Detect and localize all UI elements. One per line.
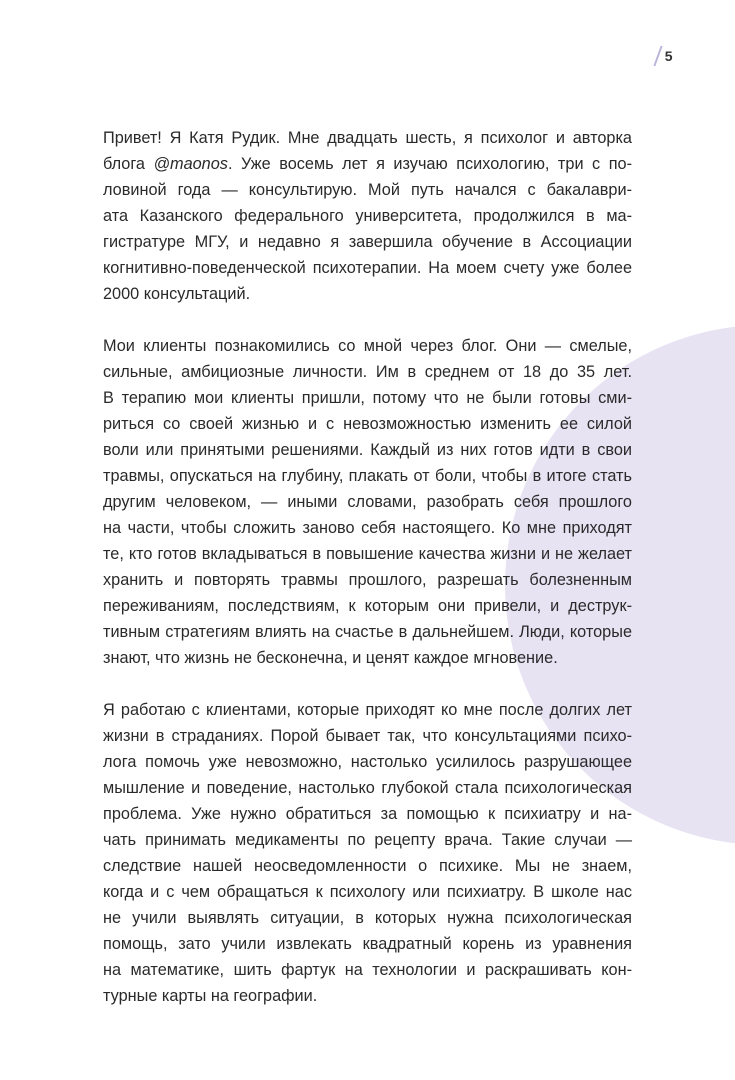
page-number-block	[657, 46, 673, 66]
text-line: когнитивно-поведенческой психотерапии. На моем счету уже более	[103, 259, 632, 277]
text-line: на части, чтобы сложить заново себя настоящего. Ко мне приходят	[103, 519, 632, 537]
text-line: другим человеком, — иными словами, разобрать себя прошлого	[103, 493, 632, 511]
text-line: когда и с чем обращаться к психологу или психиатру. В школе нас	[103, 883, 632, 901]
text-line: ата Казанского федерального университета, продолжился в ма-	[103, 207, 632, 225]
slash-divider-icon	[654, 46, 663, 66]
text-line: гистратуре МГУ, и недавно я завершила обучение в Ассоциации	[103, 233, 632, 251]
text-line: чать принимать медикаменты по рецепту врача. Такие случаи —	[103, 831, 632, 849]
text-line: риться со своей жизнью и с невозможностью изменить ее силой	[103, 415, 632, 433]
text-line: хранить и повторять травмы прошлого, разрешать болезненным	[103, 571, 632, 589]
text-line: не учили выявлять ситуации, в которых нужна психологическая	[103, 909, 632, 927]
paragraph	[103, 333, 632, 671]
text-line: те, кто готов вкладываться в повышение качества жизни и не желает	[103, 545, 632, 563]
text-line: Я работаю с клиентами, которые приходят ко мне после долгих лет	[103, 701, 632, 719]
text-line: помощь, зато учили извлекать квадратный корень из уравнения	[103, 935, 632, 953]
text-line: ловиной года — консультирую. Мой путь начался с бакалаври-	[103, 181, 632, 199]
text-line	[103, 151, 632, 177]
text-line: Привет! Я Катя Рудик. Мне двадцать шесть, я психолог и авторка	[103, 129, 632, 147]
text-line: на математике, шить фартук на технологии и раскрашивать кон-	[103, 961, 632, 979]
text-line: Мои клиенты познакомились со мной через блог. Они — смелые,	[103, 337, 632, 355]
blog-handle: @maonos	[153, 155, 228, 173]
text-line: В терапию мои клиенты пришли, потому что не были готовы сми-	[103, 389, 632, 407]
text-segment: . Уже восемь лет я изучаю психологию, три с по-	[227, 155, 632, 173]
text-line: следствие нашей неосведомленности о психике. Мы не знаем,	[103, 857, 632, 875]
text-line: жизни в страданиях. Порой бывает так, что консультациями психо-	[103, 727, 632, 745]
page-number: 5	[664, 48, 673, 64]
text-line: мышление и поведение, настолько глубокой стала психологическая	[103, 779, 632, 797]
text-line: знают, что жизнь не бесконечна, и ценят каждое мгновение.	[103, 649, 558, 667]
text-line: тивным стратегиям влиять на счастье в дальнейшем. Люди, которые	[103, 623, 632, 641]
text-segment: блога	[103, 155, 154, 173]
text-line: лога помочь уже невозможно, настолько усилилось разрушающее	[103, 753, 632, 771]
text-line: переживаниям, последствиям, к которым они привели, и деструк-	[103, 597, 632, 615]
paragraph	[103, 697, 632, 1009]
body-text	[103, 125, 632, 1035]
text-line: травмы, опускаться на глубину, плакать от боли, чтобы в итоге стать	[103, 467, 632, 485]
text-line: турные карты на географии.	[103, 987, 318, 1005]
paragraph	[103, 125, 632, 307]
text-line: проблема. Уже нужно обратиться за помощью к психиатру и на-	[103, 805, 632, 823]
text-line: воли или принятыми решениями. Каждый из них готов идти в свои	[103, 441, 632, 459]
text-line: сильные, амбициозные личности. Им в среднем от 18 до 35 лет.	[103, 363, 632, 381]
text-line: 2000 консультаций.	[103, 285, 251, 303]
